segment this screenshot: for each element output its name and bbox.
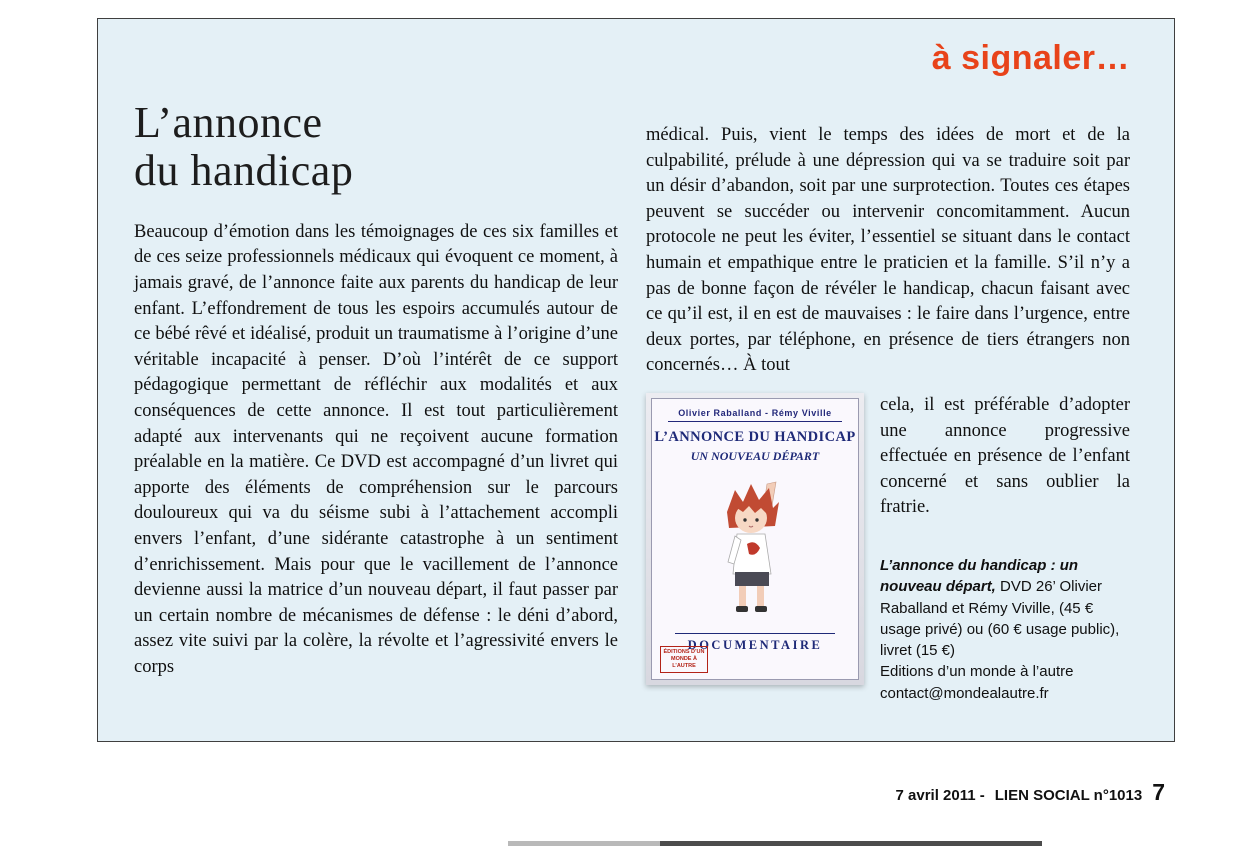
dvd-cover-photo	[646, 393, 864, 685]
section-header-label: à signaler…	[931, 39, 1130, 77]
right-column	[646, 97, 1130, 704]
section-header-row	[134, 39, 1130, 97]
article-body-left: Beaucoup d’émotion dans les témoignages de ces six familles et de ces seize professionnels médicaux qui évoquent ce moment, à jamais gravé, de l’annonce faite aux parents du handicap de leur enfant. L’effondrement de tous les espoirs accumulés autour de ce bébé rêvé et idéalisé, produit un traumatisme à l’origine d’une véritable incapacité à penser. D’où l’intérêt de ce support pédagogique permettant de réfléchir aux modalités et aux conséquences de cette annonce. Il est tout particulièrement adapté aux intervenants qui ne reçoivent aucune formation préalable en la matière. Ce DVD est accompagné d’un livret qui apporte des éléments de compréhension sur le parcours douloureux qui va du séisme subi à l’attachement accompli envers l’enfant, d’une sidérante catastrophe à un sentiment d’enrichissement. Mais pour que le vacillement de l’annonce devienne aussi la matrice d’un nouveau départ, il faut passer par un certain nombre de mécanismes de défense : le déni d’abord, assez vite suivi par la colère, la révolte et l’agressivité envers le corps	[134, 221, 618, 677]
dvd-publisher-logo: ÉDITIONS D’UN MONDE À L’AUTRE	[660, 646, 708, 673]
wrap-column	[880, 393, 1130, 704]
article-body-wrap: cela, il est préférable d’adopter une annonce progressive effectuée en présence de l’enfant concerné et sans oublier la fratrie.	[880, 394, 1130, 518]
scan-artifact-light	[508, 841, 660, 846]
dvd-cover-illustration	[652, 464, 858, 633]
caption-body: DVD 26’ Olivier Raballand et Rémy Viville, (45 € usage privé) ou (60 € usage public), livret (15 €)	[880, 578, 1120, 660]
dvd-cover	[651, 398, 859, 680]
media-row	[646, 393, 1130, 704]
article-container	[97, 18, 1175, 742]
caption-publisher: Editions d’un monde à l’autre	[880, 663, 1074, 681]
article-body-right: médical. Puis, vient le temps des idées de mort et de la culpabilité, prélude à une dépression qui va se traduire soit par un désir d’abandon, soit par une surprotection. Toutes ces étapes peuvent se succéder ou intervenir concomitamment. Aucun protocole ne peut les éviter, l’essentiel se situant dans le contact humain et empathique entre le praticien et la famille. S’il n’y a pas de bonne façon de révéler le handicap, chacun faisant avec ce qu’il est, il en est de mauvaises : le faire dans l’urgence, entre deux portes, par téléphone, en présence de tiers étrangers non concernés… À tout	[646, 125, 1130, 376]
article-columns	[134, 97, 1130, 704]
caption-title: L’annonce du handicap : un nouveau départ,	[880, 556, 1079, 596]
left-column	[134, 97, 618, 704]
footer-magazine: LIEN SOCIAL n°1013	[994, 787, 1143, 804]
dvd-cover-authors: Olivier Raballand - Rémy Viville	[668, 408, 841, 422]
dvd-cover-subtitle: UN NOUVEAU DÉPART	[690, 448, 820, 463]
caption-contact: contact@mondealautre.fr	[880, 684, 1049, 702]
dvd-cover-title: L’ANNONCE DU HANDICAP	[654, 428, 856, 445]
article-title-line1: L’annonce	[134, 98, 323, 147]
dvd-caption	[880, 555, 1130, 704]
girl-illustration	[705, 478, 805, 618]
article-title	[134, 99, 618, 196]
article-title-line2: du handicap	[134, 146, 354, 196]
footer-page-number: 7	[1152, 779, 1165, 805]
dvd-cover-category: DOCUMENTAIRE	[675, 633, 836, 653]
page-footer	[896, 779, 1165, 806]
footer-date: 7 avril 2011 -	[895, 787, 985, 804]
scan-artifact-dark	[660, 841, 1042, 846]
